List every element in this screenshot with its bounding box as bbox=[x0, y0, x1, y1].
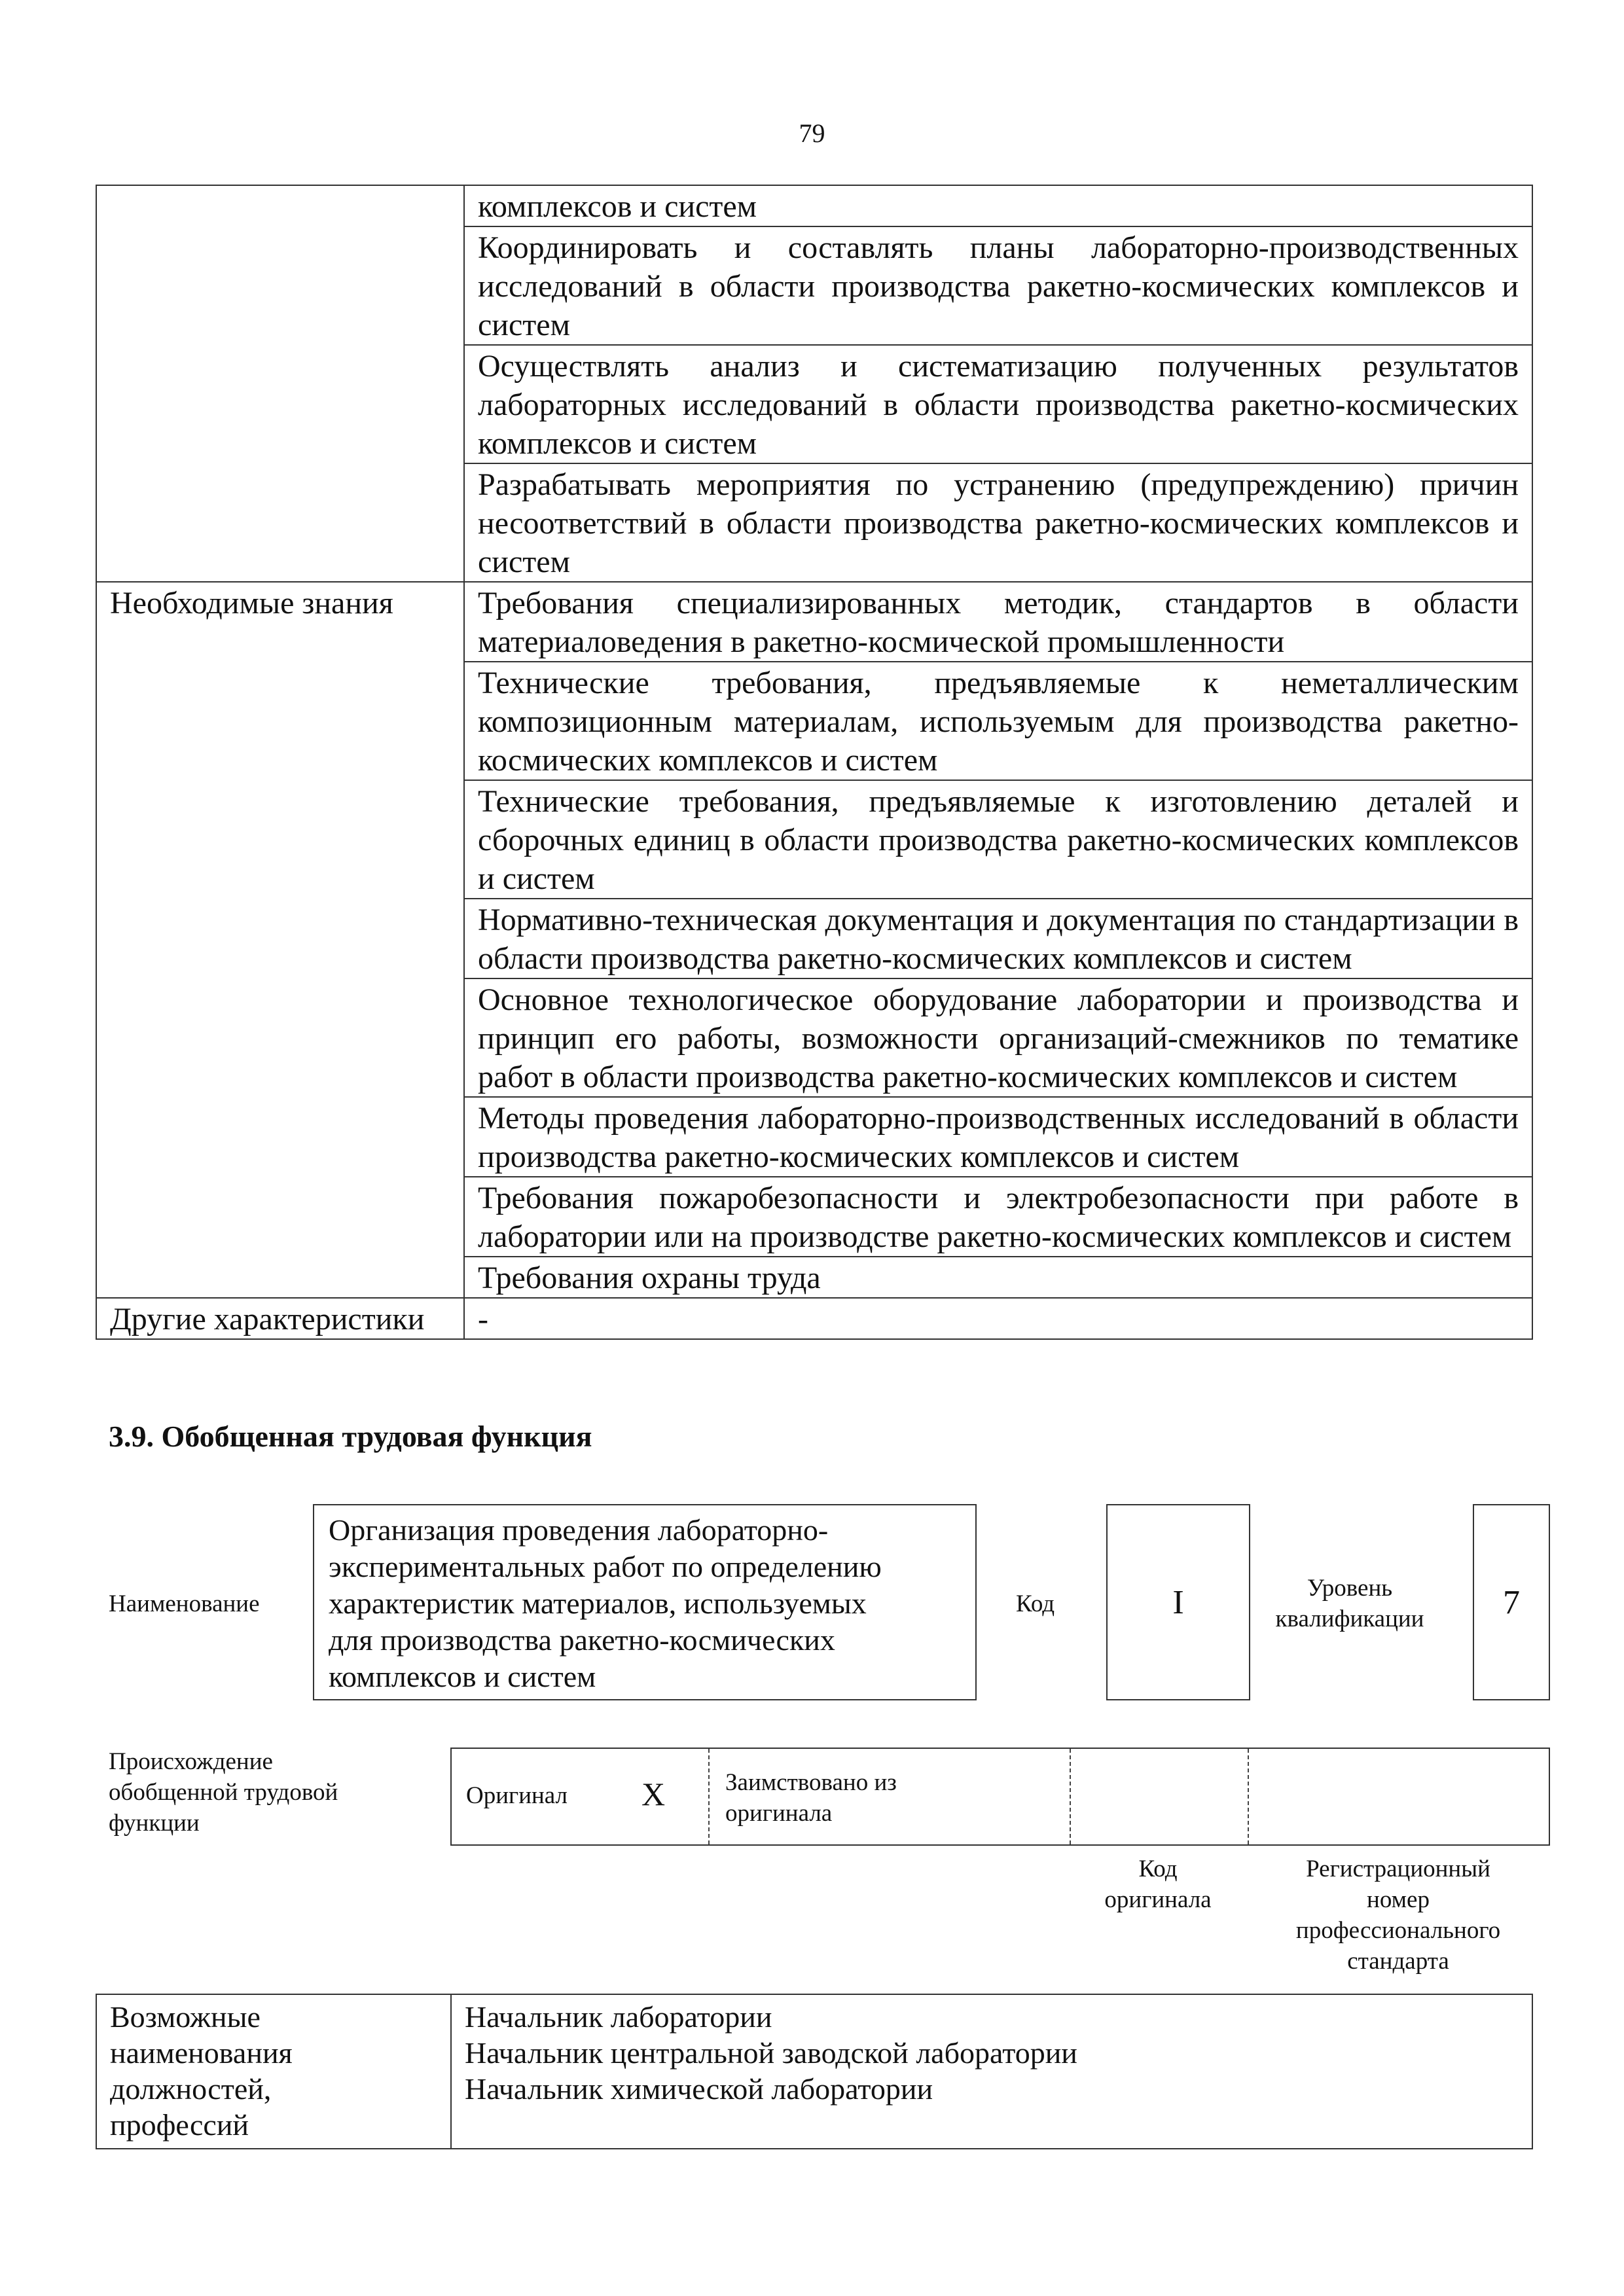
knowledge-item: Требования охраны труда bbox=[464, 1257, 1532, 1298]
qualification-level-box bbox=[1473, 1504, 1550, 1700]
skill-item: Разрабатывать мероприятия по устранению (предупреждению) причин несоответствий в области производства ракетно-космических комплексов и систем bbox=[464, 463, 1532, 582]
name-label: Наименование bbox=[109, 1590, 260, 1617]
knowledge-item: Технические требования, предъявляемые к неметаллическим композиционным материалам, используемым для производства ракетно-космических комплексов и систем bbox=[464, 662, 1532, 780]
knowledge-item: Требования специализированных методик, стандартов в области материаловедения в ракетно-космической промышленности bbox=[464, 582, 1532, 662]
registration-number-caption-line: стандарта bbox=[1347, 1948, 1449, 1975]
qualification-level-value: 7 bbox=[1503, 1583, 1520, 1621]
qualification-level-label-line: Уровень bbox=[1307, 1575, 1393, 1602]
page-number: 79 bbox=[799, 118, 825, 148]
table-row bbox=[96, 1994, 1532, 2149]
origin-label-line: обобщенной трудовой bbox=[109, 1779, 338, 1806]
knowledge-item: Основное технологическое оборудование лаборатории и производства и принцип его работы, возможности организаций-смежников по тематике работ в области производства ракетно-космических комплексов и систем bbox=[464, 978, 1532, 1097]
code-value: I bbox=[1172, 1583, 1184, 1621]
function-name-line: характеристик материалов, используемых bbox=[329, 1587, 867, 1620]
divider bbox=[708, 1749, 710, 1844]
required-knowledge-label: Необходимые знания bbox=[96, 582, 464, 1298]
original-code-caption-line: Код bbox=[1138, 1856, 1178, 1882]
positions-label-line: профессий bbox=[110, 2108, 249, 2142]
position-item: Начальник центральной заводской лаборатории bbox=[465, 2036, 1077, 2070]
registration-number-caption bbox=[1248, 1854, 1549, 1977]
origin-label bbox=[109, 1746, 338, 1839]
divider bbox=[1070, 1749, 1071, 1844]
table-row bbox=[96, 1298, 1532, 1339]
positions-list bbox=[451, 1994, 1532, 2149]
registration-number-caption-line: Регистрационный bbox=[1306, 1856, 1490, 1882]
original-label: Оригинал bbox=[466, 1782, 568, 1809]
function-name-line: экспериментальных работ по определению bbox=[329, 1550, 882, 1583]
borrowed-label bbox=[725, 1767, 897, 1829]
table-row bbox=[96, 582, 1532, 662]
positions-table bbox=[96, 1994, 1533, 2149]
knowledge-item: Методы проведения лабораторно-производственных исследований в области производства ракетно-космических комплексов и систем bbox=[464, 1097, 1532, 1177]
row-label bbox=[96, 185, 464, 582]
qualification-level-label bbox=[1258, 1573, 1441, 1634]
position-item: Начальник лаборатории bbox=[465, 2000, 772, 2034]
skill-item: Осуществлять анализ и систематизацию полученных результатов лабораторных исследований в области производства ракетно-космических комплексов и систем bbox=[464, 345, 1532, 463]
original-code-caption bbox=[1070, 1854, 1246, 1915]
section-title: 3.9. Обобщенная трудовая функция bbox=[109, 1420, 592, 1453]
function-name-line: комплексов и систем bbox=[329, 1660, 596, 1693]
original-code-caption-line: оригинала bbox=[1104, 1886, 1212, 1913]
registration-number-caption-line: номер bbox=[1367, 1886, 1430, 1913]
borrowed-label-line: Заимствовано из bbox=[725, 1769, 897, 1796]
original-mark: X bbox=[641, 1776, 666, 1812]
knowledge-item: Требования пожаробезопасности и электробезопасности при работе в лаборатории или на производстве ракетно-космических комплексов и систем bbox=[464, 1177, 1532, 1257]
skill-item: комплексов и систем bbox=[464, 185, 1532, 226]
borrowed-label-line: оригинала bbox=[725, 1800, 833, 1827]
registration-number-caption-line: профессионального bbox=[1295, 1917, 1501, 1944]
knowledge-item: Нормативно-техническая документация и документация по стандартизации в области производства ракетно-космических комплексов и систем bbox=[464, 899, 1532, 978]
code-value-box bbox=[1106, 1504, 1250, 1700]
skills-table bbox=[96, 185, 1533, 1340]
function-name-line: Организация проведения лабораторно- bbox=[329, 1513, 829, 1547]
code-label: Код bbox=[1016, 1590, 1055, 1617]
origin-table bbox=[450, 1748, 1550, 1846]
table-row bbox=[96, 185, 1532, 226]
origin-label-line: Происхождение bbox=[109, 1748, 273, 1775]
position-item: Начальник химической лаборатории bbox=[465, 2072, 933, 2106]
positions-label-line: должностей, bbox=[110, 2072, 272, 2106]
function-name-line: для производства ракетно-космических bbox=[329, 1623, 835, 1657]
positions-label-line: наименования bbox=[110, 2036, 293, 2070]
origin-label-line: функции bbox=[109, 1810, 200, 1837]
divider bbox=[1248, 1749, 1249, 1844]
other-characteristics-label: Другие характеристики bbox=[96, 1298, 464, 1339]
positions-label bbox=[96, 1994, 451, 2149]
qualification-level-label-line: квалификации bbox=[1275, 1605, 1424, 1632]
other-characteristics-value: - bbox=[464, 1298, 1532, 1339]
function-name-box bbox=[313, 1504, 977, 1700]
positions-label-line: Возможные bbox=[110, 2000, 261, 2034]
knowledge-item: Технические требования, предъявляемые к изготовлению деталей и сборочных единиц в области производства ракетно-космических комплексов и систем bbox=[464, 780, 1532, 899]
skill-item: Координировать и составлять планы лабораторно-производственных исследований в области производства ракетно-космических комплексов и систем bbox=[464, 226, 1532, 345]
